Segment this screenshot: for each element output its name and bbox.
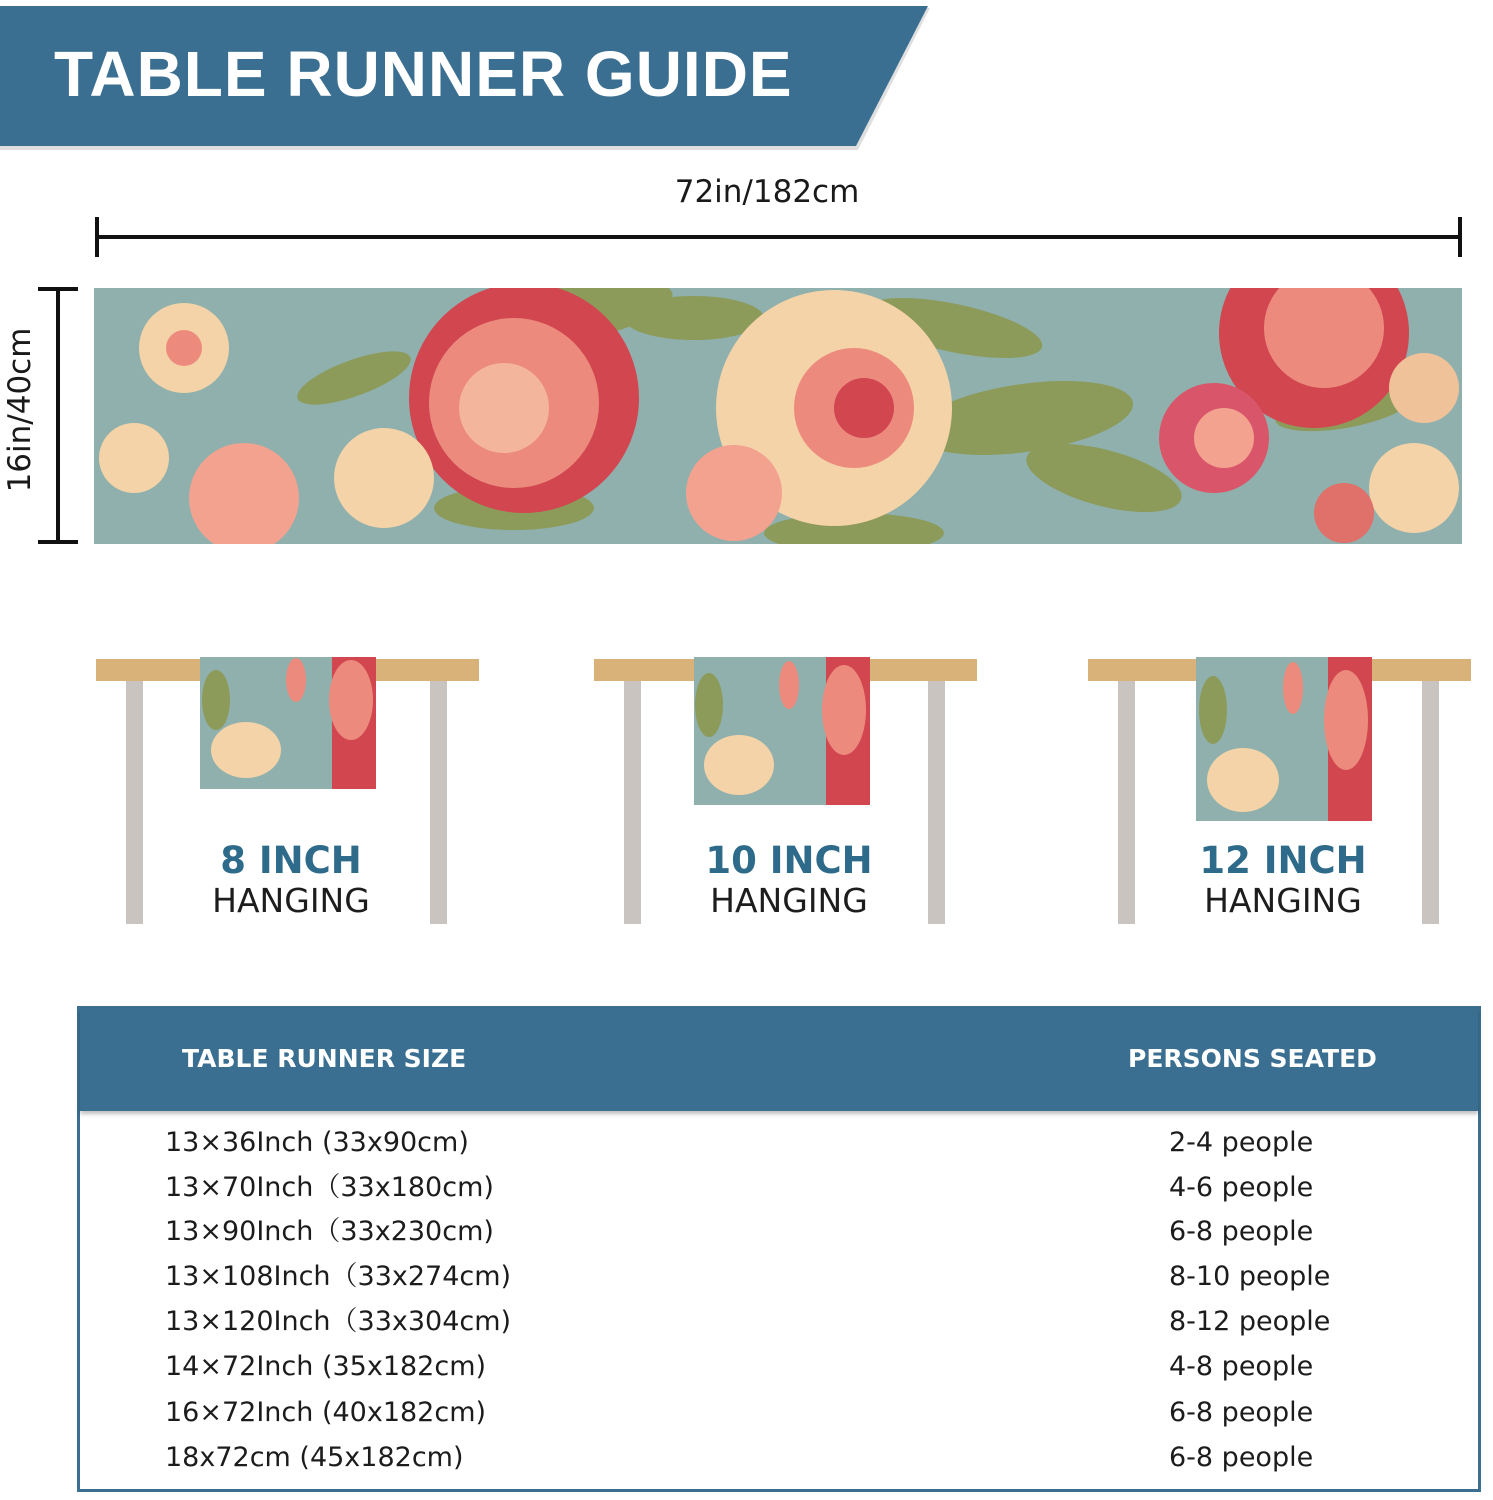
persons-cell: 6-8 people xyxy=(1169,1216,1314,1247)
persons-cell: 6-8 people xyxy=(1169,1442,1314,1473)
runner-drape-8 xyxy=(200,657,376,789)
header-table-runner-size: TABLE RUNNER SIZE xyxy=(182,1044,467,1073)
table-illustration-8 xyxy=(96,640,486,940)
floral-table-runner xyxy=(94,288,1462,544)
size-cell: 14×72Inch (35x182cm) xyxy=(165,1351,487,1382)
size-table xyxy=(77,1006,1481,1492)
table-row xyxy=(80,1436,1478,1480)
table-row xyxy=(80,1210,1478,1254)
hanging-size-12: 12 INCH xyxy=(1199,839,1367,882)
size-cell: 18x72cm (45x182cm) xyxy=(165,1442,464,1473)
hanging-word-10: HANGING xyxy=(710,881,868,920)
length-dimension-line xyxy=(97,217,1460,257)
persons-cell: 2-4 people xyxy=(1169,1127,1314,1158)
table-illustration-12 xyxy=(1088,640,1478,940)
header-persons-seated: PERSONS SEATED xyxy=(1128,1044,1377,1073)
persons-cell: 8-10 people xyxy=(1169,1261,1331,1292)
table-row xyxy=(80,1345,1478,1389)
size-cell: 13×108Inch（33x274cm) xyxy=(165,1261,512,1292)
hanging-size-8: 8 INCH xyxy=(220,839,362,882)
runner-drape-10 xyxy=(694,657,870,805)
persons-cell: 8-12 people xyxy=(1169,1306,1331,1337)
width-dimension-line xyxy=(38,289,78,542)
table-illustration-10 xyxy=(594,640,984,940)
hanging-word-12: HANGING xyxy=(1204,881,1362,920)
table-row xyxy=(80,1166,1478,1210)
runner-drape-12 xyxy=(1196,657,1372,821)
page-title: TABLE RUNNER GUIDE xyxy=(54,38,793,110)
table-row xyxy=(80,1121,1478,1165)
size-table-header xyxy=(80,1009,1478,1111)
size-cell: 13×120Inch（33x304cm) xyxy=(165,1306,512,1337)
hanging-size-10: 10 INCH xyxy=(705,839,873,882)
table-row xyxy=(80,1255,1478,1299)
persons-cell: 6-8 people xyxy=(1169,1397,1314,1428)
persons-cell: 4-8 people xyxy=(1169,1351,1314,1382)
table-row xyxy=(80,1391,1478,1435)
size-cell: 13×36Inch (33x90cm) xyxy=(165,1127,469,1158)
size-cell: 13×90Inch（33x230cm) xyxy=(165,1216,494,1247)
size-cell: 16×72Inch (40x182cm) xyxy=(165,1397,487,1428)
width-label: 16in/40cm xyxy=(2,327,38,493)
size-cell: 13×70Inch（33x180cm) xyxy=(165,1172,494,1203)
persons-cell: 4-6 people xyxy=(1169,1172,1314,1203)
hanging-word-8: HANGING xyxy=(212,881,370,920)
table-row xyxy=(80,1300,1478,1344)
length-label: 72in/182cm xyxy=(674,174,860,210)
